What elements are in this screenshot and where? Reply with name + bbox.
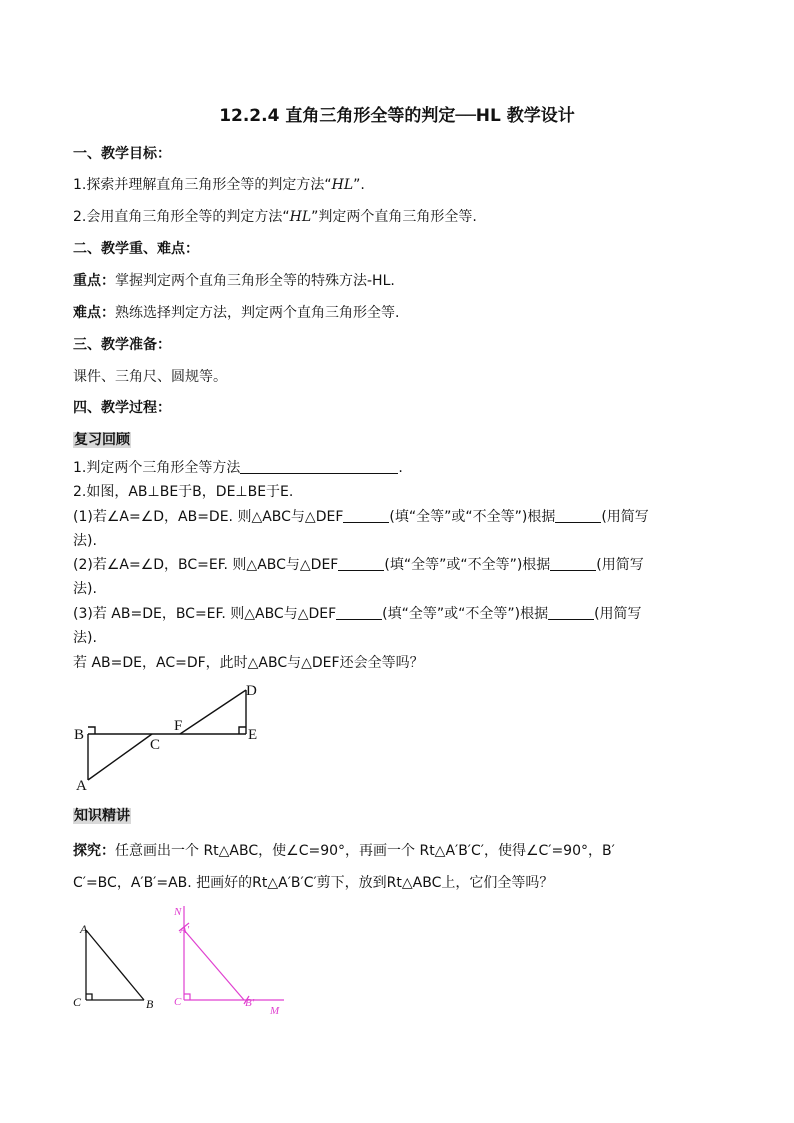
review-question-2-2: (2)若∠A=∠D，BC=EF. 则△ABC与△DEF (填“全等”或“不全等”)根据 (用简写	[73, 557, 644, 573]
right-angle-mark-e	[239, 727, 246, 734]
key-point: 重点：掌握判定两个直角三角形全等的特殊方法-HL.	[73, 273, 395, 289]
section-heading-process: 四、教学过程：	[73, 400, 171, 416]
label-c-prime: C	[174, 996, 182, 1008]
review-question-1: 1.判定两个三角形全等方法 .	[73, 460, 403, 476]
right-angle-mark-c-prime	[184, 994, 190, 1000]
review-question-3: 若 AB=DE，AC=DF，此时△ABC与△DEF还会全等吗？	[73, 655, 424, 671]
side-ab	[86, 930, 144, 1000]
side-ab-prime	[184, 930, 244, 1000]
review-label: 复习回顾	[74, 432, 130, 448]
label-a: A	[76, 778, 87, 794]
label-b-prime: B′	[245, 997, 255, 1009]
label-b: B	[146, 997, 154, 1011]
segment-ac	[88, 734, 152, 780]
label-c: C	[150, 737, 161, 753]
goal-item-1: 1.探索并理解直角三角形全等的判定方法“HL”.	[73, 177, 365, 193]
label-e: E	[248, 727, 258, 743]
review-question-2-3: (3)若 AB=DE，BC=EF. 则△ABC与△DEF (填“全等”或“不全等”)根据 (用简写	[73, 606, 642, 622]
section-heading-goals: 一、教学目标：	[73, 146, 171, 162]
section-heading-preparation: 三、教学准备：	[73, 337, 171, 353]
preparation-text: 课件、三角尺、圆规等。	[73, 369, 227, 385]
label-d: D	[246, 683, 257, 699]
figure-constructed-triangle	[170, 900, 300, 1020]
label-c: C	[73, 995, 82, 1009]
difficult-point: 难点：熟练选择判定方法，判定两个直角三角形全等.	[73, 305, 400, 321]
review-question-2-3-wrap: 法).	[73, 630, 97, 646]
explore-line-1: 探究：任意画出一个 Rt△ABC，使∠C=90°，再画一个 Rt△A′B′C′，使得∠C′=90°，B′	[73, 843, 615, 859]
knowledge-label: 知识精讲	[74, 808, 130, 824]
label-n: N	[174, 906, 182, 918]
review-question-2-1-wrap: 法).	[73, 533, 97, 549]
figure-triangles-abc-def	[70, 680, 270, 795]
review-question-2-2-wrap: 法).	[73, 581, 97, 597]
label-b: B	[74, 727, 85, 743]
segment-fd	[180, 690, 246, 734]
section-heading-keypoints: 二、教学重、难点：	[73, 241, 199, 257]
label-f: F	[174, 718, 183, 734]
figure-right-triangle-abc	[70, 920, 160, 1015]
right-angle-mark-b	[88, 727, 95, 734]
explore-line-2: C′=BC，A′B′=AB. 把画好的Rt△A′B′C′剪下，放到Rt△ABC上，它们全等吗？	[73, 875, 554, 891]
page-title: 12.2.4 直角三角形全等的判定──HL 教学设计	[219, 106, 575, 126]
label-a: A	[80, 922, 88, 936]
review-question-2: 2.如图，AB⊥BE于B，DE⊥BE于E.	[73, 484, 294, 500]
right-angle-mark-c	[86, 994, 92, 1000]
goal-item-2: 2.会用直角三角形全等的判定方法“HL”判定两个直角三角形全等.	[73, 209, 477, 225]
review-question-2-1: (1)若∠A=∠D，AB=DE. 则△ABC与△DEF (填“全等”或“不全等”)根据 (用简写	[73, 509, 649, 525]
label-a-prime: A′	[180, 924, 190, 936]
label-m: M	[270, 1005, 280, 1017]
